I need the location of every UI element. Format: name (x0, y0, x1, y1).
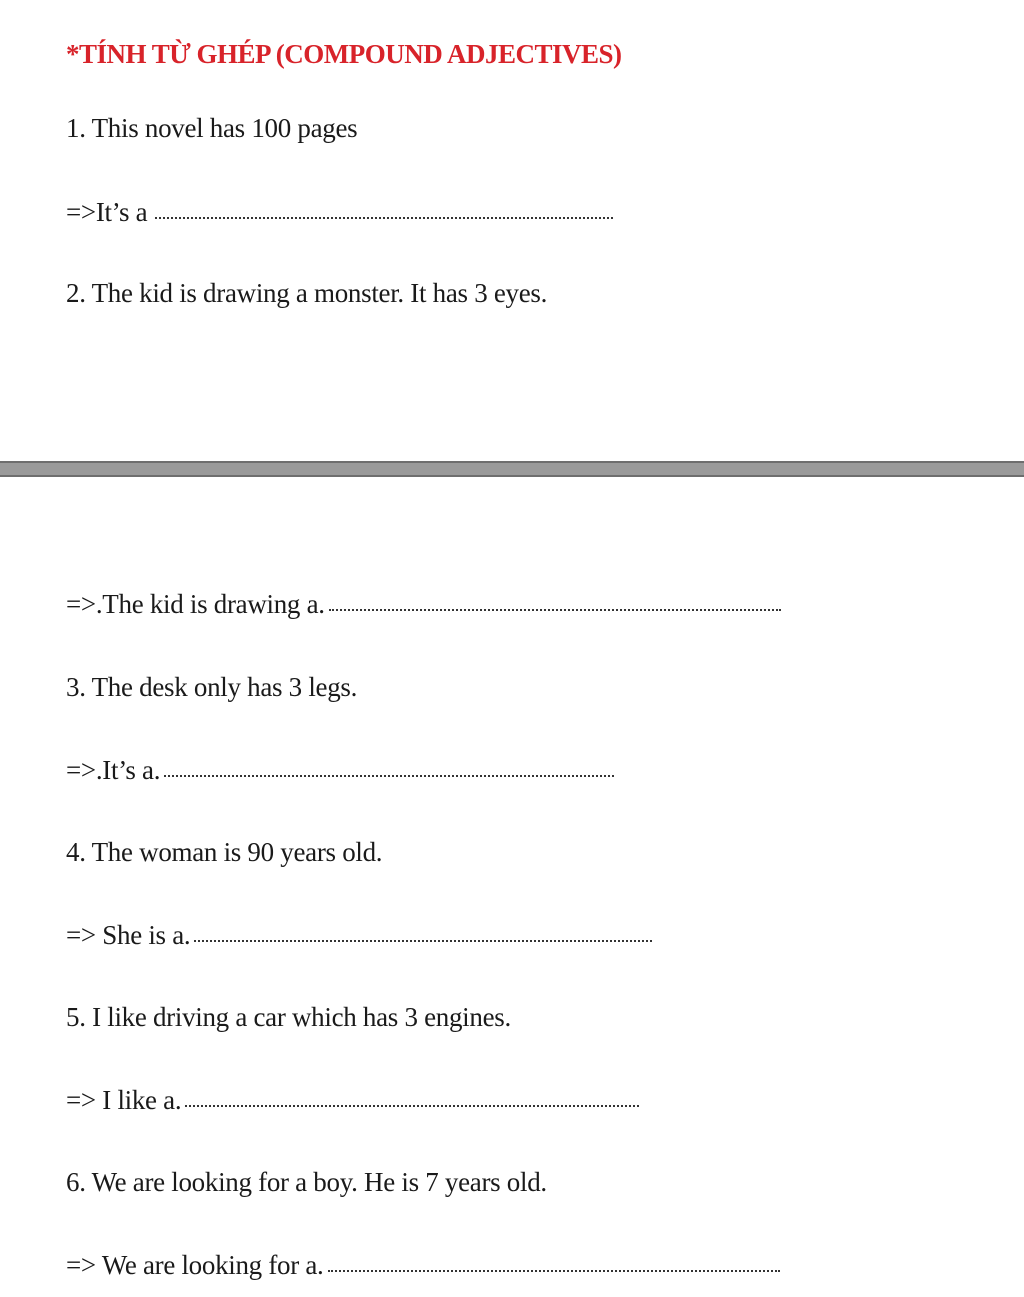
answer-prefix-4: => She is a. (66, 920, 191, 950)
answer-line-2 (66, 588, 781, 620)
answer-blank-1 (155, 217, 613, 219)
answer-blank-5 (185, 1105, 639, 1107)
question-4: 4. The woman is 90 years old. (66, 837, 383, 867)
worksheet-title: *TÍNH TỪ GHÉP (COMPOUND ADJECTIVES) (66, 39, 622, 69)
document-page-2 (0, 477, 1024, 1297)
question-6: 6. We are looking for a boy. He is 7 years old. (66, 1167, 547, 1197)
answer-line-3 (66, 754, 614, 786)
question-2: 2. The kid is drawing a monster. It has 3 eyes. (66, 278, 548, 308)
answer-blank-3 (164, 775, 614, 777)
page-separator (0, 461, 1024, 477)
question-1: 1. This novel has 100 pages (66, 113, 358, 143)
question-5: 5. I like driving a car which has 3 engines. (66, 1002, 511, 1032)
answer-prefix-3: =>.It’s a. (66, 755, 161, 785)
answer-blank-2 (329, 609, 781, 611)
answer-prefix-6: => We are looking for a. (66, 1250, 324, 1280)
document-page-1 (0, 0, 1024, 461)
answer-line-6 (66, 1249, 780, 1281)
answer-prefix-2: =>.The kid is drawing a. (66, 589, 325, 619)
answer-prefix-5: => I like a. (66, 1085, 182, 1115)
answer-line-5 (66, 1084, 639, 1116)
answer-prefix-1: =>It’s a (66, 197, 148, 227)
answer-blank-6 (328, 1270, 780, 1272)
answer-blank-4 (194, 940, 652, 942)
question-3: 3. The desk only has 3 legs. (66, 672, 358, 702)
answer-line-1 (66, 196, 613, 228)
answer-line-4 (66, 919, 652, 951)
